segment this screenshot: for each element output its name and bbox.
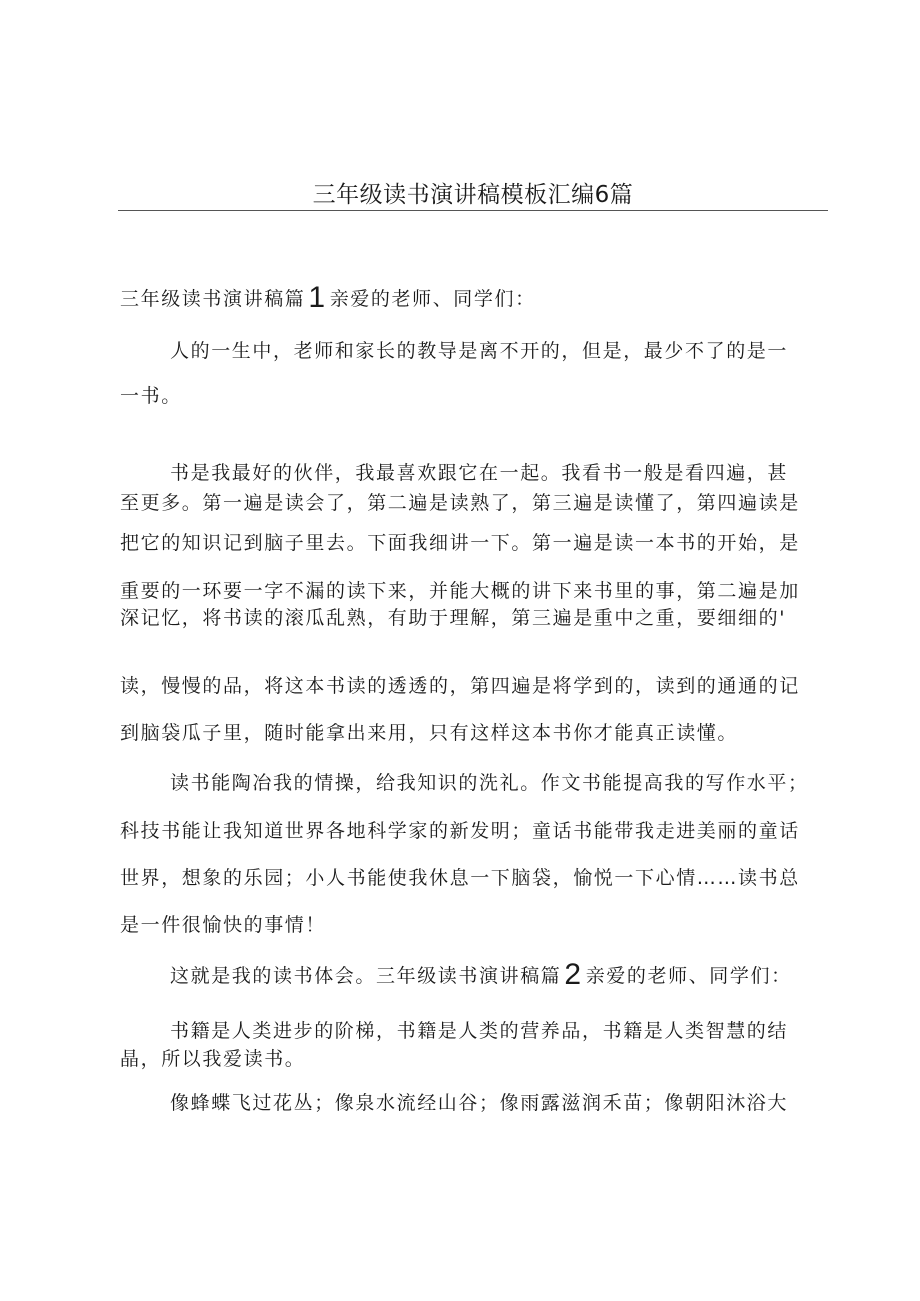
document-title: 三年级读书演讲稿模板汇编6篇: [312, 182, 634, 208]
heading-1-suffix: 亲爱的老师、同学们：: [329, 288, 536, 310]
heading-2-suffix: 亲爱的老师、同学们：: [585, 965, 792, 987]
text-line: 把它的知识记到脑子里去。下面我细讲一下。第一遍是读一本书的开始，是: [120, 532, 800, 554]
text-line: 重要的一环要一字不漏的读下来，并能大概的讲下来书里的事，第二遍是加: [120, 580, 800, 602]
text-line: 晶，所以我爱读书。: [120, 1048, 306, 1070]
text-line: 世界，想象的乐园；小人书能使我休息一下脑袋，愉悦一下心情……读书总: [120, 867, 800, 889]
text-line: 像蜂蝶飞过花丛；像泉水流经山谷；像雨露滋润禾苗；像朝阳沐浴大: [170, 1092, 789, 1114]
heading-2-prefix: 这就是我的读书体会。三年级读书演讲稿篇: [170, 965, 562, 987]
text-line: 到脑袋瓜子里，随时能拿出来用，只有这样这本书你才能真正读懂。: [120, 722, 739, 744]
text-line: 科技书能让我知道世界各地科学家的新发明；童话书能带我走进美丽的童话: [120, 820, 800, 842]
text-line: 人的一生中，老师和家长的教导是离不开的，但是，最少不了的是一: [170, 340, 789, 362]
heading-1-number: 1: [308, 281, 327, 314]
section-heading-2: [170, 958, 792, 991]
text-line: 深记忆，将书读的滚瓜乱熟，有助于理解，第三遍是重中之重，要细细的': [120, 607, 787, 629]
text-line: 是一件很愉快的事情！: [120, 914, 327, 936]
heading-2-number: 2: [564, 958, 583, 991]
text-line: 一书。: [120, 385, 182, 407]
text-line: 书是我最好的伙伴，我最喜欢跟它在一起。我看书一般是看四遍，甚: [170, 462, 789, 484]
title-underline: [118, 210, 828, 211]
heading-1-prefix: 三年级读书演讲稿篇: [120, 288, 306, 310]
text-line: 读书能陶冶我的情操，给我知识的洗礼。作文书能提高我的写作水平；: [170, 772, 809, 794]
text-line: 书籍是人类进步的阶梯，书籍是人类的营养品，书籍是人类智慧的结: [170, 1020, 789, 1042]
text-line: 至更多。第一遍是读会了，第二遍是读熟了，第三遍是读懂了，第四遍读是: [120, 492, 800, 514]
section-heading-1: [120, 281, 536, 314]
text-line: 读，慢慢的品，将这本书读的透透的，第四遍是将学到的，读到的通通的记: [120, 675, 800, 697]
